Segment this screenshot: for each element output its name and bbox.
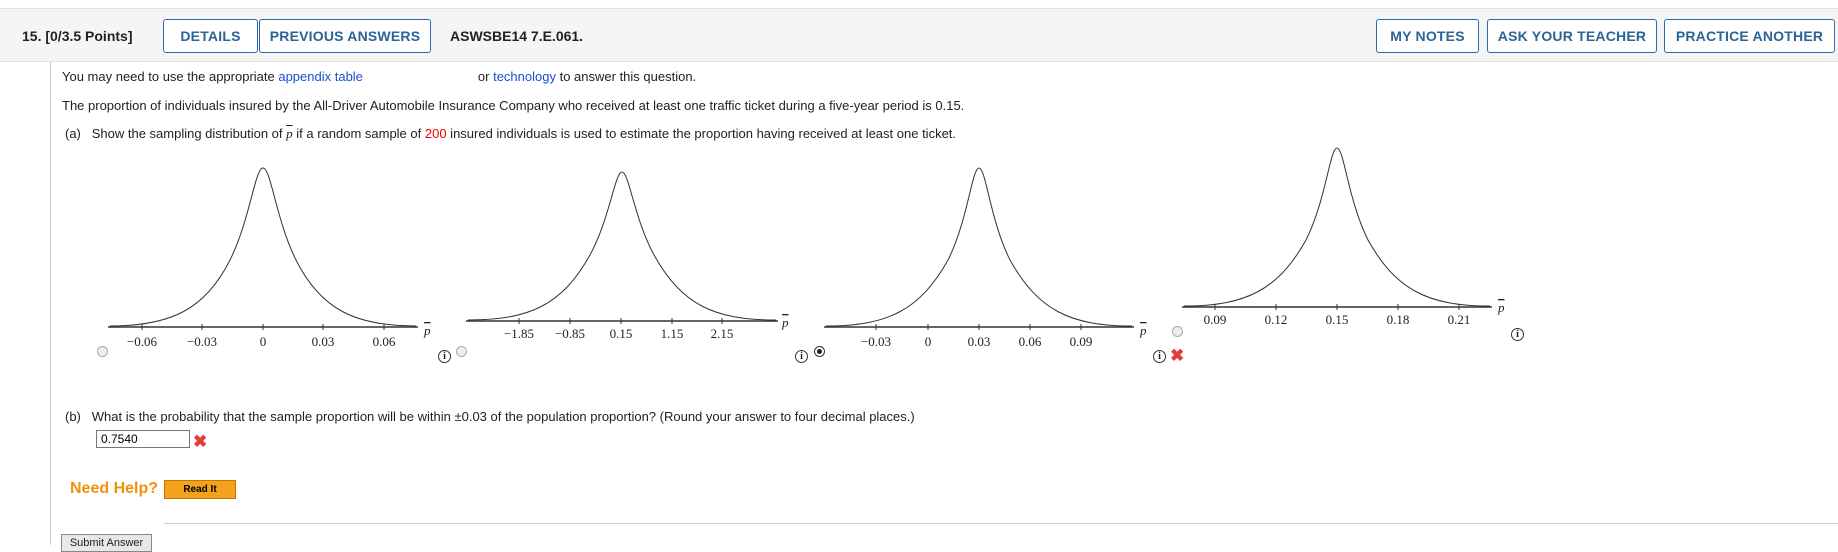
graph-option-1 bbox=[108, 168, 431, 349]
part-b-prompt bbox=[65, 409, 915, 424]
tick-label: −0.85 bbox=[554, 326, 586, 341]
question-number: 15. [0/3.5 Points] bbox=[22, 28, 133, 44]
my-notes-button[interactable]: MY NOTES bbox=[1376, 19, 1479, 53]
previous-answers-button[interactable]: PREVIOUS ANSWERS bbox=[259, 19, 431, 53]
appendix-table-link[interactable]: appendix table bbox=[278, 69, 363, 84]
intro-prefix: You may need to use the appropriate bbox=[62, 69, 279, 84]
distribution-curve-2 bbox=[468, 172, 776, 320]
part-b-text: What is the probability that the sample proportion will be within ±0.03 of the population proportion? (Round your answer to four decimal places.) bbox=[91, 409, 915, 424]
tick-label: 0 bbox=[924, 334, 932, 349]
part-a-text-after: insured individuals is used to estimate the proportion having received at least one ticket. bbox=[446, 126, 957, 141]
read-it-button[interactable]: Read It bbox=[164, 480, 236, 499]
incorrect-icon: ✖ bbox=[193, 432, 208, 451]
graph-option-2 bbox=[466, 172, 789, 341]
tick-label: 0 bbox=[259, 334, 267, 349]
intro-middle: or bbox=[477, 69, 494, 84]
problem-statement: The proportion of individuals insured by the All-Driver Automobile Insurance Company who received at least one traffic ticket during a five-year period is 0.15. bbox=[62, 98, 965, 113]
p-bar-symbol: $\overline{p}$ bbox=[286, 126, 293, 141]
tick-label: −0.03 bbox=[860, 334, 892, 349]
tick-label: 0.15 bbox=[609, 326, 633, 341]
tick-label: 0.06 bbox=[1018, 334, 1042, 349]
graph-option-4 bbox=[1182, 148, 1505, 327]
tick-label: −0.03 bbox=[186, 334, 218, 349]
part-a-text-mid: if a random sample of bbox=[292, 126, 425, 141]
ask-your-teacher-button[interactable]: ASK YOUR TEACHER bbox=[1487, 19, 1657, 53]
tick-label: 1.15 bbox=[660, 326, 684, 341]
technology-link[interactable]: technology bbox=[493, 69, 556, 84]
tick-label: −1.85 bbox=[503, 326, 535, 341]
practice-another-button[interactable]: PRACTICE ANOTHER bbox=[1664, 19, 1835, 53]
part-a-label: (a) bbox=[65, 126, 81, 141]
tick-label: 0.09 bbox=[1069, 334, 1093, 349]
sample-size-value: 200 bbox=[424, 126, 447, 141]
intro-line bbox=[62, 69, 696, 84]
info-icon[interactable]: i bbox=[1153, 350, 1166, 363]
need-help-label: Need Help? bbox=[70, 480, 159, 497]
graph-option-3-radio[interactable] bbox=[814, 346, 825, 357]
tick-label: 2.15 bbox=[710, 326, 734, 341]
info-icon[interactable]: i bbox=[438, 350, 451, 363]
submit-answer-button[interactable]: Submit Answer bbox=[61, 534, 152, 552]
axis-label-p-bar: p bbox=[424, 323, 431, 338]
question-id: ASWSBE14 7.E.061. bbox=[450, 28, 584, 44]
axis-label-p-bar: p bbox=[1498, 300, 1505, 315]
tick-label: 0.03 bbox=[967, 334, 991, 349]
part-b-label: (b) bbox=[65, 409, 81, 424]
tick-label: 0.15 bbox=[1325, 312, 1349, 327]
info-icon[interactable]: i bbox=[795, 350, 808, 363]
axis-label-p-bar: p bbox=[782, 315, 789, 330]
distribution-curve-1 bbox=[110, 168, 416, 326]
intro-suffix: to answer this question. bbox=[555, 69, 697, 84]
tick-label: 0.18 bbox=[1386, 312, 1410, 327]
graph-options-area bbox=[0, 140, 1838, 380]
tick-label: 0.06 bbox=[372, 334, 396, 349]
part-a-text-before: Show the sampling distribution of bbox=[91, 126, 287, 141]
axis-label-p-bar: p bbox=[1140, 323, 1147, 338]
question-header bbox=[0, 8, 1838, 62]
graph-option-3 bbox=[824, 168, 1147, 349]
incorrect-icon: ✖ bbox=[1170, 346, 1185, 365]
info-icon[interactable]: i bbox=[1511, 328, 1524, 341]
graph-option-4-radio[interactable] bbox=[1172, 326, 1183, 337]
bottom-divider bbox=[164, 523, 1838, 524]
distribution-curve-4 bbox=[1184, 148, 1490, 306]
details-button[interactable]: DETAILS bbox=[163, 19, 258, 53]
tick-label: 0.03 bbox=[311, 334, 335, 349]
distribution-curve-3 bbox=[826, 168, 1132, 326]
tick-label: 0.21 bbox=[1447, 312, 1471, 327]
tick-label: −0.06 bbox=[126, 334, 158, 349]
tick-label: 0.09 bbox=[1203, 312, 1227, 327]
graph-option-2-radio[interactable] bbox=[456, 346, 467, 357]
graph-option-1-radio[interactable] bbox=[97, 346, 108, 357]
tick-label: 0.12 bbox=[1264, 312, 1288, 327]
probability-answer-input[interactable] bbox=[96, 430, 190, 448]
